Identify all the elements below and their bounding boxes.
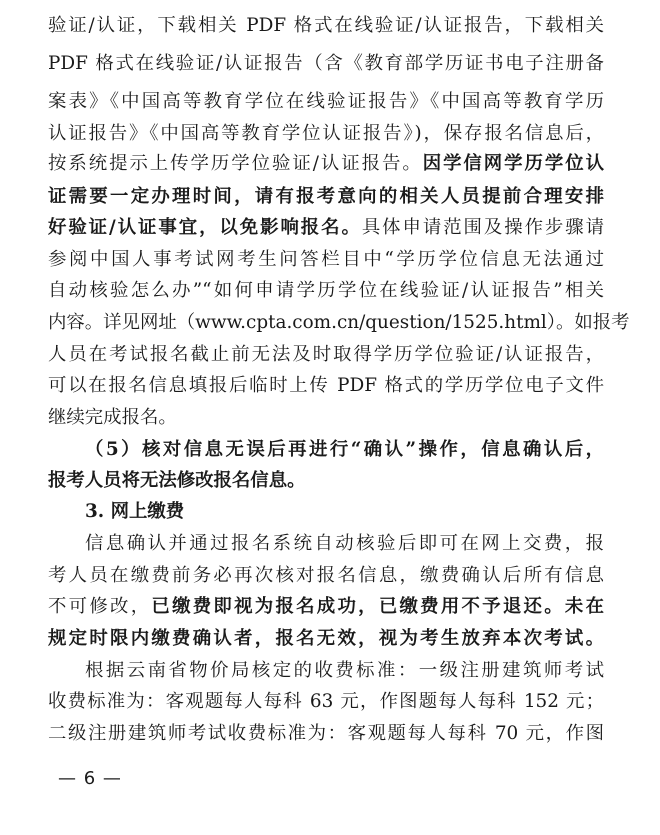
text-line: 继续完成报名。 (48, 407, 177, 428)
text-line: 信息确认并通过报名系统自动核验后即可在网上交费，报 (85, 533, 604, 554)
item-5-line: （5）核对信息无误后再进行“确认”操作，信息确认后， (85, 439, 604, 460)
bold-text-run: 好验证/认证事宜，以免影响报名。 (48, 217, 362, 238)
text-line: 人员在考试报名截止前无法及时取得学历学位验证/认证报告， (48, 344, 604, 365)
text-line: 根据云南省物价局核定的收费标准：一级注册建筑师考试 (85, 660, 604, 681)
item-5-line: 报考人员将无法修改报名信息。 (48, 470, 306, 491)
text-run: 不可修改， (48, 596, 152, 617)
text-line: 自动核验怎么办”“如何申请学历学位在线验证/认证报告”相关 (48, 280, 604, 301)
page-number: — 6 — (58, 768, 122, 789)
text-line (48, 212, 604, 243)
text-line (48, 148, 604, 179)
bold-text-line: 证需要一定办理时间，请有报考意向的相关人员提前合理安排 (48, 186, 604, 207)
text-line (48, 591, 604, 622)
bold-text-run: 因学信网学历学位认 (422, 153, 604, 174)
text-run: 按系统提示上传学历学位验证/认证报告。 (48, 153, 423, 174)
text-line: 可以在报名信息填报后临时上传 PDF 格式的学历学位电子文件 (48, 375, 604, 396)
text-line: 内容。详见网址（www.cpta.com.cn/question/1525.html）。如报考 (48, 312, 630, 333)
text-line: 验证/认证，下载相关 PDF 格式在线验证/认证报告，下载相关 (48, 15, 604, 36)
text-line: PDF 格式在线验证/认证报告（含《教育部学历证书电子注册备 (48, 53, 604, 74)
text-run: 具体申请范围及操作步骤请 (361, 217, 604, 238)
text-line: 考人员在缴费前务必再次核对报名信息，缴费确认后所有信息 (48, 565, 604, 586)
bold-text-line: 规定时限内缴费确认者，报名无效，视为考生放弃本次考试。 (48, 628, 604, 649)
text-line: 二级注册建筑师考试收费标准为：客观题每人每科 70 元，作图 (48, 723, 604, 744)
text-line: 认证报告》《中国高等教育学位认证报告》)，保存报名信息后， (48, 123, 604, 144)
text-line: 收费标准为：客观题每人每科 63 元，作图题每人每科 152 元； (48, 691, 604, 712)
text-line: 案表》《中国高等教育学位在线验证报告》《中国高等教育学历 (48, 91, 604, 112)
section-heading: 3. 网上缴费 (85, 501, 185, 522)
text-line: 参阅中国人事考试网考生问答栏目中“学历学位信息无法通过 (48, 249, 604, 270)
bold-text-run: 已缴费即视为报名成功，已缴费用不予退还。未在 (151, 596, 604, 617)
